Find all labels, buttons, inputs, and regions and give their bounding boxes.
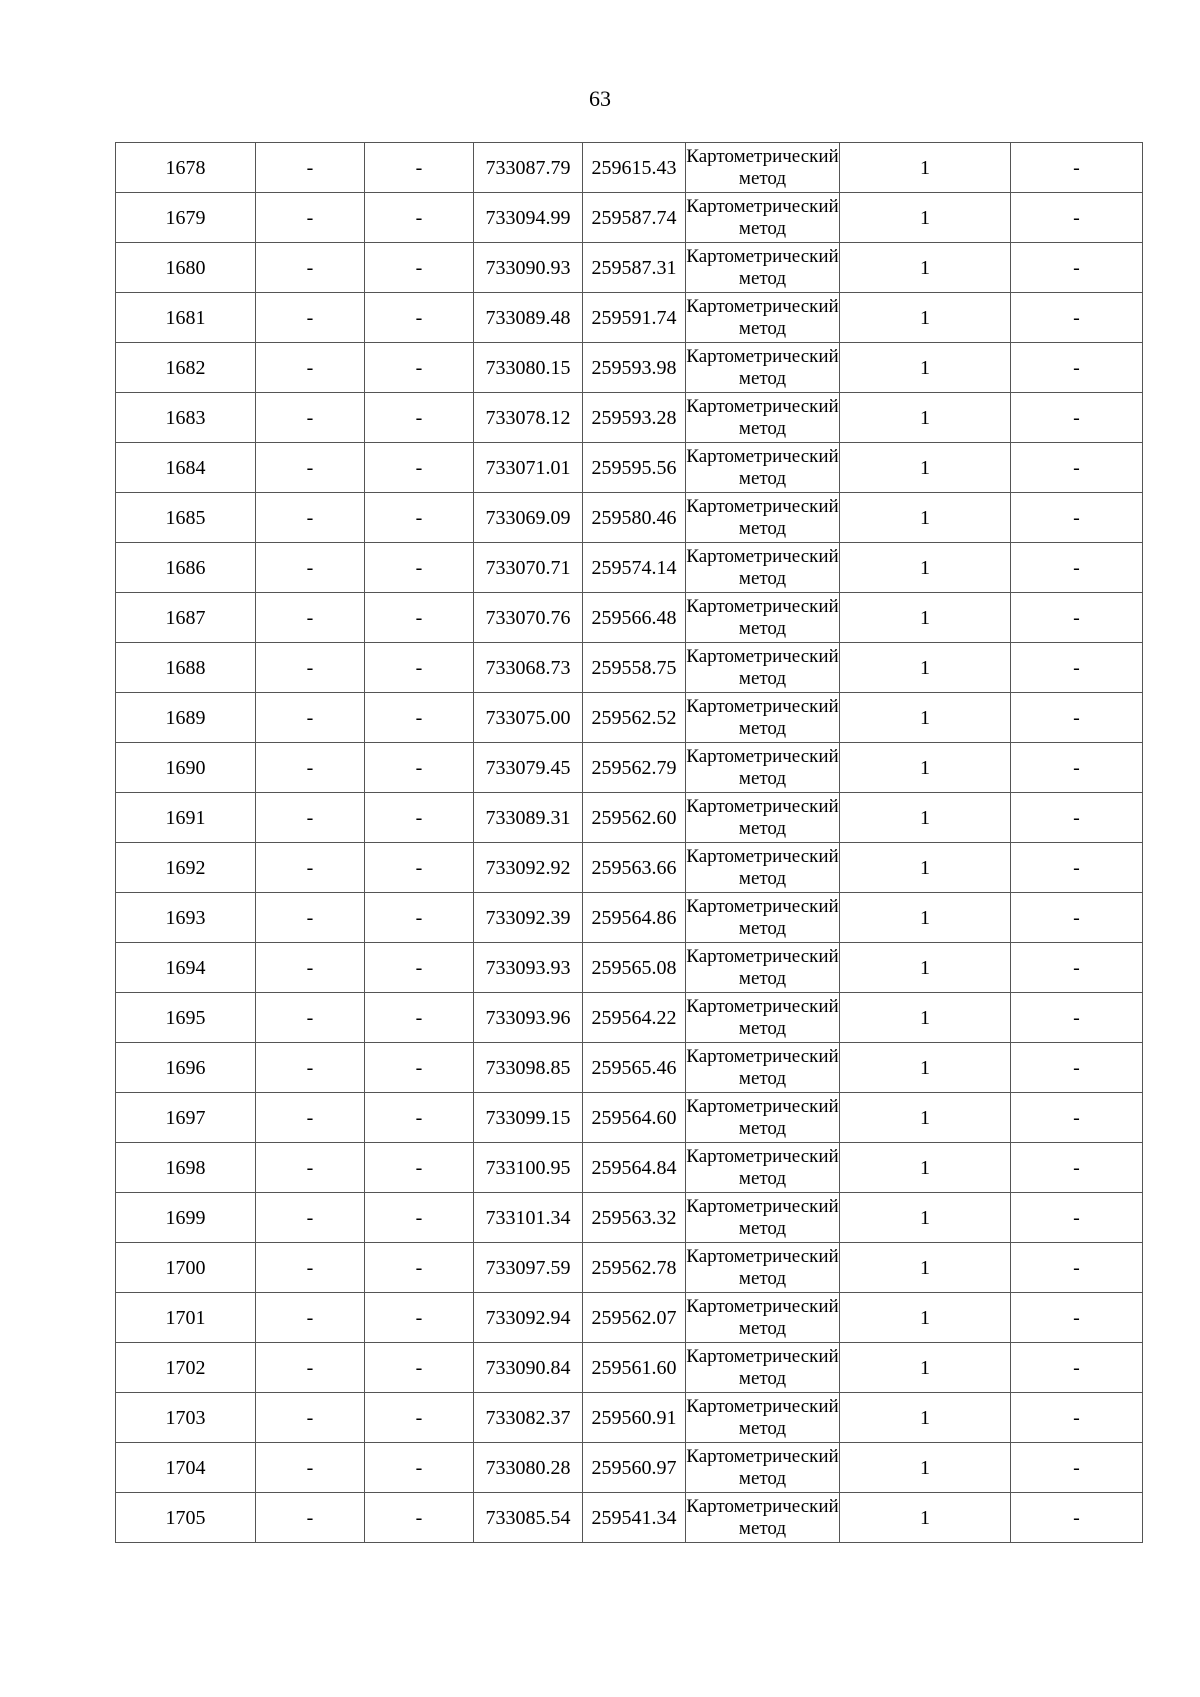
empty-cell: - — [365, 1293, 474, 1343]
y-coordinate-cell: 259587.74 — [583, 193, 686, 243]
empty-cell: - — [1011, 243, 1143, 293]
x-coordinate-cell: 733089.48 — [474, 293, 583, 343]
point-number-cell: 1683 — [116, 393, 256, 443]
method-cell: Картометрический метод — [686, 893, 840, 943]
y-coordinate-cell: 259562.07 — [583, 1293, 686, 1343]
y-coordinate-cell: 259563.66 — [583, 843, 686, 893]
table-row — [116, 843, 1143, 893]
table-row — [116, 593, 1143, 643]
method-cell: Картометрический метод — [686, 493, 840, 543]
y-coordinate-cell: 259562.78 — [583, 1243, 686, 1293]
x-coordinate-cell: 733078.12 — [474, 393, 583, 443]
empty-cell: - — [365, 1393, 474, 1443]
point-number-cell: 1698 — [116, 1143, 256, 1193]
method-cell: Картометрический метод — [686, 943, 840, 993]
empty-cell: - — [256, 1043, 365, 1093]
y-coordinate-cell: 259560.97 — [583, 1443, 686, 1493]
x-coordinate-cell: 733068.73 — [474, 643, 583, 693]
empty-cell: - — [365, 143, 474, 193]
x-coordinate-cell: 733092.92 — [474, 843, 583, 893]
empty-cell: - — [365, 1143, 474, 1193]
y-coordinate-cell: 259563.32 — [583, 1193, 686, 1243]
empty-cell: - — [1011, 593, 1143, 643]
empty-cell: - — [365, 1043, 474, 1093]
y-coordinate-cell: 259562.60 — [583, 793, 686, 843]
empty-cell: - — [1011, 893, 1143, 943]
empty-cell: - — [365, 493, 474, 543]
empty-cell: - — [1011, 493, 1143, 543]
accuracy-cell: 1 — [840, 693, 1011, 743]
table-row — [116, 1443, 1143, 1493]
empty-cell: - — [365, 393, 474, 443]
y-coordinate-cell: 259564.84 — [583, 1143, 686, 1193]
point-number-cell: 1705 — [116, 1493, 256, 1543]
empty-cell: - — [256, 1393, 365, 1443]
empty-cell: - — [365, 1093, 474, 1143]
table-row — [116, 393, 1143, 443]
method-cell: Картометрический метод — [686, 293, 840, 343]
empty-cell: - — [365, 1493, 474, 1543]
x-coordinate-cell: 733070.76 — [474, 593, 583, 643]
point-number-cell: 1686 — [116, 543, 256, 593]
accuracy-cell: 1 — [840, 1143, 1011, 1193]
empty-cell: - — [365, 643, 474, 693]
point-number-cell: 1699 — [116, 1193, 256, 1243]
table-row — [116, 293, 1143, 343]
empty-cell: - — [1011, 993, 1143, 1043]
empty-cell: - — [365, 1443, 474, 1493]
method-cell: Картометрический метод — [686, 1343, 840, 1393]
point-number-cell: 1689 — [116, 693, 256, 743]
empty-cell: - — [256, 643, 365, 693]
accuracy-cell: 1 — [840, 943, 1011, 993]
empty-cell: - — [256, 1343, 365, 1393]
table-row — [116, 743, 1143, 793]
table-row — [116, 793, 1143, 843]
accuracy-cell: 1 — [840, 1343, 1011, 1393]
accuracy-cell: 1 — [840, 143, 1011, 193]
method-cell: Картометрический метод — [686, 243, 840, 293]
accuracy-cell: 1 — [840, 193, 1011, 243]
x-coordinate-cell: 733087.79 — [474, 143, 583, 193]
empty-cell: - — [365, 943, 474, 993]
empty-cell: - — [256, 543, 365, 593]
accuracy-cell: 1 — [840, 1093, 1011, 1143]
point-number-cell: 1684 — [116, 443, 256, 493]
x-coordinate-cell: 733071.01 — [474, 443, 583, 493]
table-row — [116, 1493, 1143, 1543]
y-coordinate-cell: 259574.14 — [583, 543, 686, 593]
empty-cell: - — [1011, 1093, 1143, 1143]
empty-cell: - — [365, 693, 474, 743]
empty-cell: - — [256, 193, 365, 243]
empty-cell: - — [365, 593, 474, 643]
table-row — [116, 643, 1143, 693]
point-number-cell: 1691 — [116, 793, 256, 843]
accuracy-cell: 1 — [840, 1393, 1011, 1443]
accuracy-cell: 1 — [840, 743, 1011, 793]
table-row — [116, 1193, 1143, 1243]
y-coordinate-cell: 259564.60 — [583, 1093, 686, 1143]
x-coordinate-cell: 733097.59 — [474, 1243, 583, 1293]
method-cell: Картометрический метод — [686, 1293, 840, 1343]
y-coordinate-cell: 259565.08 — [583, 943, 686, 993]
x-coordinate-cell: 733070.71 — [474, 543, 583, 593]
y-coordinate-cell: 259587.31 — [583, 243, 686, 293]
method-cell: Картометрический метод — [686, 593, 840, 643]
accuracy-cell: 1 — [840, 343, 1011, 393]
y-coordinate-cell: 259566.48 — [583, 593, 686, 643]
point-number-cell: 1685 — [116, 493, 256, 543]
point-number-cell: 1703 — [116, 1393, 256, 1443]
empty-cell: - — [1011, 293, 1143, 343]
accuracy-cell: 1 — [840, 843, 1011, 893]
accuracy-cell: 1 — [840, 443, 1011, 493]
empty-cell: - — [1011, 1243, 1143, 1293]
empty-cell: - — [256, 1443, 365, 1493]
point-number-cell: 1681 — [116, 293, 256, 343]
empty-cell: - — [1011, 1393, 1143, 1443]
point-number-cell: 1697 — [116, 1093, 256, 1143]
x-coordinate-cell: 733101.34 — [474, 1193, 583, 1243]
table-row — [116, 343, 1143, 393]
empty-cell: - — [1011, 1493, 1143, 1543]
empty-cell: - — [365, 1193, 474, 1243]
method-cell: Картометрический метод — [686, 1443, 840, 1493]
x-coordinate-cell: 733085.54 — [474, 1493, 583, 1543]
point-number-cell: 1696 — [116, 1043, 256, 1093]
empty-cell: - — [256, 1193, 365, 1243]
accuracy-cell: 1 — [840, 993, 1011, 1043]
y-coordinate-cell: 259595.56 — [583, 443, 686, 493]
method-cell: Картометрический метод — [686, 193, 840, 243]
table-row — [116, 443, 1143, 493]
empty-cell: - — [365, 993, 474, 1043]
table-row — [116, 1343, 1143, 1393]
point-number-cell: 1679 — [116, 193, 256, 243]
method-cell: Картометрический метод — [686, 393, 840, 443]
y-coordinate-cell: 259564.22 — [583, 993, 686, 1043]
point-number-cell: 1700 — [116, 1243, 256, 1293]
y-coordinate-cell: 259561.60 — [583, 1343, 686, 1393]
empty-cell: - — [256, 293, 365, 343]
empty-cell: - — [1011, 393, 1143, 443]
y-coordinate-cell: 259593.98 — [583, 343, 686, 393]
point-number-cell: 1688 — [116, 643, 256, 693]
point-number-cell: 1694 — [116, 943, 256, 993]
x-coordinate-cell: 733093.93 — [474, 943, 583, 993]
method-cell: Картометрический метод — [686, 743, 840, 793]
empty-cell: - — [365, 293, 474, 343]
method-cell: Картометрический метод — [686, 793, 840, 843]
table-row — [116, 893, 1143, 943]
x-coordinate-cell: 733090.84 — [474, 1343, 583, 1393]
empty-cell: - — [1011, 343, 1143, 393]
empty-cell: - — [1011, 1293, 1143, 1343]
x-coordinate-cell: 733090.93 — [474, 243, 583, 293]
point-number-cell: 1690 — [116, 743, 256, 793]
empty-cell: - — [1011, 143, 1143, 193]
method-cell: Картометрический метод — [686, 543, 840, 593]
y-coordinate-cell: 259562.52 — [583, 693, 686, 743]
method-cell: Картометрический метод — [686, 1493, 840, 1543]
empty-cell: - — [365, 743, 474, 793]
empty-cell: - — [365, 793, 474, 843]
method-cell: Картометрический метод — [686, 343, 840, 393]
method-cell: Картометрический метод — [686, 1393, 840, 1443]
empty-cell: - — [365, 193, 474, 243]
empty-cell: - — [1011, 543, 1143, 593]
point-number-cell: 1682 — [116, 343, 256, 393]
table-row — [116, 1143, 1143, 1193]
empty-cell: - — [365, 843, 474, 893]
empty-cell: - — [256, 593, 365, 643]
x-coordinate-cell: 733080.15 — [474, 343, 583, 393]
y-coordinate-cell: 259615.43 — [583, 143, 686, 193]
empty-cell: - — [256, 693, 365, 743]
method-cell: Картометрический метод — [686, 1043, 840, 1093]
accuracy-cell: 1 — [840, 493, 1011, 543]
y-coordinate-cell: 259564.86 — [583, 893, 686, 943]
empty-cell: - — [256, 343, 365, 393]
point-number-cell: 1680 — [116, 243, 256, 293]
method-cell: Картометрический метод — [686, 143, 840, 193]
method-cell: Картометрический метод — [686, 693, 840, 743]
y-coordinate-cell: 259558.75 — [583, 643, 686, 693]
empty-cell: - — [256, 943, 365, 993]
accuracy-cell: 1 — [840, 1193, 1011, 1243]
empty-cell: - — [256, 793, 365, 843]
accuracy-cell: 1 — [840, 543, 1011, 593]
empty-cell: - — [1011, 743, 1143, 793]
accuracy-cell: 1 — [840, 1493, 1011, 1543]
empty-cell: - — [256, 493, 365, 543]
x-coordinate-cell: 733082.37 — [474, 1393, 583, 1443]
accuracy-cell: 1 — [840, 393, 1011, 443]
empty-cell: - — [1011, 693, 1143, 743]
point-number-cell: 1678 — [116, 143, 256, 193]
x-coordinate-cell: 733100.95 — [474, 1143, 583, 1193]
empty-cell: - — [1011, 443, 1143, 493]
empty-cell: - — [365, 343, 474, 393]
empty-cell: - — [365, 893, 474, 943]
table-row — [116, 1393, 1143, 1443]
empty-cell: - — [256, 893, 365, 943]
method-cell: Картометрический метод — [686, 1093, 840, 1143]
accuracy-cell: 1 — [840, 643, 1011, 693]
empty-cell: - — [365, 443, 474, 493]
table-row — [116, 143, 1143, 193]
point-number-cell: 1701 — [116, 1293, 256, 1343]
empty-cell: - — [256, 993, 365, 1043]
point-number-cell: 1687 — [116, 593, 256, 643]
accuracy-cell: 1 — [840, 293, 1011, 343]
method-cell: Картометрический метод — [686, 993, 840, 1043]
x-coordinate-cell: 733075.00 — [474, 693, 583, 743]
empty-cell: - — [1011, 843, 1143, 893]
table-body — [116, 143, 1143, 1543]
empty-cell: - — [256, 1093, 365, 1143]
x-coordinate-cell: 733069.09 — [474, 493, 583, 543]
empty-cell: - — [365, 1243, 474, 1293]
accuracy-cell: 1 — [840, 1443, 1011, 1493]
point-number-cell: 1692 — [116, 843, 256, 893]
empty-cell: - — [365, 243, 474, 293]
accuracy-cell: 1 — [840, 893, 1011, 943]
x-coordinate-cell: 733080.28 — [474, 1443, 583, 1493]
method-cell: Картометрический метод — [686, 443, 840, 493]
empty-cell: - — [256, 443, 365, 493]
empty-cell: - — [365, 1343, 474, 1393]
accuracy-cell: 1 — [840, 1243, 1011, 1293]
empty-cell: - — [1011, 943, 1143, 993]
point-number-cell: 1693 — [116, 893, 256, 943]
table-row — [116, 1043, 1143, 1093]
empty-cell: - — [1011, 193, 1143, 243]
y-coordinate-cell: 259541.34 — [583, 1493, 686, 1543]
x-coordinate-cell: 733092.39 — [474, 893, 583, 943]
empty-cell: - — [256, 143, 365, 193]
accuracy-cell: 1 — [840, 793, 1011, 843]
empty-cell: - — [1011, 643, 1143, 693]
x-coordinate-cell: 733093.96 — [474, 993, 583, 1043]
table-row — [116, 693, 1143, 743]
method-cell: Картометрический метод — [686, 643, 840, 693]
table-row — [116, 1293, 1143, 1343]
empty-cell: - — [1011, 1143, 1143, 1193]
empty-cell: - — [256, 1293, 365, 1343]
method-cell: Картометрический метод — [686, 1193, 840, 1243]
empty-cell: - — [256, 393, 365, 443]
x-coordinate-cell: 733089.31 — [474, 793, 583, 843]
table-row — [116, 1243, 1143, 1293]
x-coordinate-cell: 733094.99 — [474, 193, 583, 243]
table-row — [116, 493, 1143, 543]
empty-cell: - — [1011, 1343, 1143, 1393]
x-coordinate-cell: 733099.15 — [474, 1093, 583, 1143]
y-coordinate-cell: 259565.46 — [583, 1043, 686, 1093]
table-row — [116, 1093, 1143, 1143]
accuracy-cell: 1 — [840, 243, 1011, 293]
method-cell: Картометрический метод — [686, 843, 840, 893]
table-row — [116, 193, 1143, 243]
accuracy-cell: 1 — [840, 1293, 1011, 1343]
empty-cell: - — [256, 1143, 365, 1193]
method-cell: Картометрический метод — [686, 1143, 840, 1193]
table-row — [116, 243, 1143, 293]
accuracy-cell: 1 — [840, 593, 1011, 643]
x-coordinate-cell: 733098.85 — [474, 1043, 583, 1093]
empty-cell: - — [1011, 1443, 1143, 1493]
coordinates-table — [115, 142, 1143, 1543]
page-number: 63 — [589, 86, 611, 111]
y-coordinate-cell: 259591.74 — [583, 293, 686, 343]
table-row — [116, 943, 1143, 993]
empty-cell: - — [365, 543, 474, 593]
empty-cell: - — [256, 243, 365, 293]
empty-cell: - — [256, 1243, 365, 1293]
y-coordinate-cell: 259562.79 — [583, 743, 686, 793]
y-coordinate-cell: 259593.28 — [583, 393, 686, 443]
empty-cell: - — [256, 843, 365, 893]
table-row — [116, 993, 1143, 1043]
y-coordinate-cell: 259580.46 — [583, 493, 686, 543]
x-coordinate-cell: 733092.94 — [474, 1293, 583, 1343]
point-number-cell: 1702 — [116, 1343, 256, 1393]
empty-cell: - — [256, 1493, 365, 1543]
accuracy-cell: 1 — [840, 1043, 1011, 1093]
empty-cell: - — [256, 743, 365, 793]
method-cell: Картометрический метод — [686, 1243, 840, 1293]
x-coordinate-cell: 733079.45 — [474, 743, 583, 793]
empty-cell: - — [1011, 1043, 1143, 1093]
empty-cell: - — [1011, 793, 1143, 843]
table-row — [116, 543, 1143, 593]
point-number-cell: 1695 — [116, 993, 256, 1043]
point-number-cell: 1704 — [116, 1443, 256, 1493]
y-coordinate-cell: 259560.91 — [583, 1393, 686, 1443]
empty-cell: - — [1011, 1193, 1143, 1243]
